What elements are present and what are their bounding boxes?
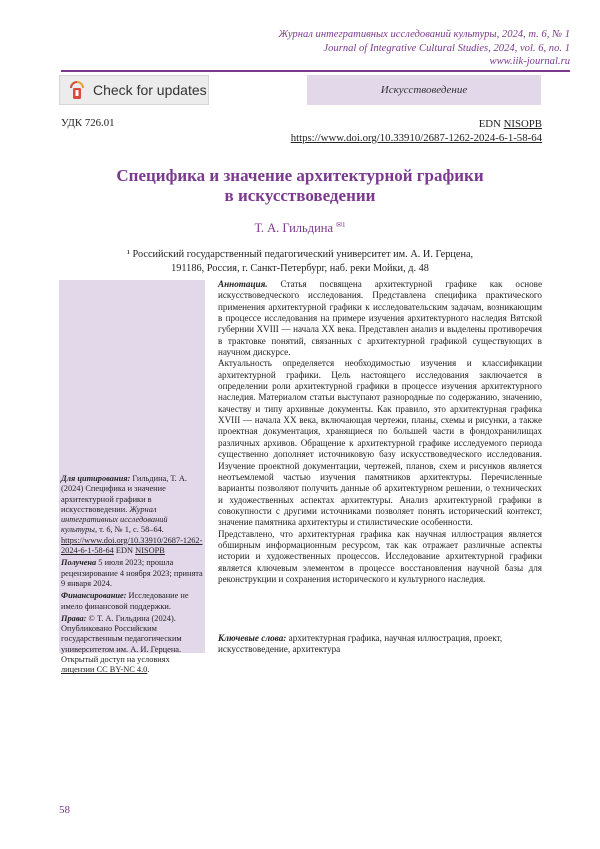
abstract xyxy=(218,279,542,585)
page-number: 58 xyxy=(59,804,70,816)
author xyxy=(60,221,540,236)
check-updates-icon xyxy=(69,80,85,100)
affiliation: ¹ Российский государственный педагогический университет им. А. И. Герцена, 191186, Россия, г. Санкт-Петербург, наб. реки Мойки, д. 48 xyxy=(126,249,474,274)
edn-line: EDN NISOPB xyxy=(478,118,542,130)
author-mark: ✉1 xyxy=(336,221,346,229)
identifiers xyxy=(291,117,542,145)
citation-block: Для цитирования: Гильдина, Т. А. (2024) Специфика и значение архитектурной графики в искусствоведении. Журнал интегративных исследований культуры, т. 6, № 1, с. 58–64. https://www.doi.org/10.33910/2687-1262-2024-6-1-58-64 EDN NISOPB xyxy=(61,474,203,556)
abstract-paragraph-3: Представлено, что архитектурная графика как научная иллюстрация является обширным информационным ресурсом, так как отражает различные аспекты истории и художественных процессов. Исследование архитектурной графики является ключевым элементом в процессе восстановления научной базы для реконструкции и сохранения исторического и культурного наследия. xyxy=(218,528,542,584)
citation-edn-link[interactable]: NISOPB xyxy=(135,546,165,556)
abstract-paragraph-1: Аннотация. Статья посвящена архитектурной графике как основе искусствоведческого исследования. Представлена специфика практического применения архитектурной графики к исследовательским задачам, возникающим в процессе исследования на примере изучения архитектурного наследия Вятской губернии XVIII — начала XX века. Представлен анализ и выделены противоречия в трактовке понятий, связанных с архитектурной графикой существующих в научном дискурсе. xyxy=(218,279,542,358)
journal-website[interactable]: www.iik-journal.ru xyxy=(489,56,570,68)
keywords-label: Ключевые слова: xyxy=(218,633,287,643)
journal-title-en: Journal of Integrative Cultural Studies, 2024, vol. 6, no. 1 xyxy=(323,42,570,54)
journal-title-ru: Журнал интегративных исследований культуры, 2024, т. 6, № 1 xyxy=(278,29,570,40)
citation-doi-link[interactable]: https://www.doi.org/10.33910/2687-1262-2024-6-1-58-64 xyxy=(61,535,203,556)
udk-code: УДК 726.01 xyxy=(61,117,115,129)
article-title: Специфика и значение архитектурной графики в искусствоведении xyxy=(116,166,484,205)
abstract-paragraph-2: Актуальность определяется необходимостью изучения и классификации архитектурной графики. Цель настоящего исследования заключается в определении роли архитектурной графики в процессе изучения архитектурного наследия. Материалом статьи выступают разнородные по содержанию, значению, качеству и типу архивные документы. Как правило, это архитектурная графика XVIII — начала XX века, включающая чертежи, планы, схемы и рисунки, а также проектная документация, хранящиеся по большей части в фондохранилищах различных архивов. Обращение к архитектурной графике исследуемого периода существенно дополняет источниковую базу искусствоведческого исследования. Изучение проектной документации, чертежей, планов, схем и рисунков является неотъемлемой частью изучения памятников архитектуры. Перечисленные варианты позволяют получить данные об архитектурном решении, о технических и художественных аспектах архитектуры. Анализ архитектурной графики в совокупности с другими источниками позволяет понять исторический контекст, значение памятника архитектуры и стилистические особенности. xyxy=(218,358,542,528)
received-block: Получена 5 июля 2023; прошла рецензирование 4 ноября 2023; принята 9 января 2024. xyxy=(61,558,203,588)
section-label: Искусствоведение xyxy=(307,75,541,105)
check-updates-label: Check for updates xyxy=(93,82,207,98)
author-name: Т. А. Гильдина xyxy=(254,221,334,236)
sidebar-info xyxy=(61,474,205,678)
abstract-label: Аннотация. xyxy=(218,279,268,289)
doi-link[interactable]: https://www.doi.org/10.33910/2687-1262-2024-6-1-58-64 xyxy=(290,132,542,144)
rights-block: Права: © Т. А. Гильдина (2024). Опубликовано Российским государственным педагогическим университетом им. А. И. Герцена. Открытый доступ на условиях лицензии CC BY-NC 4.0. xyxy=(61,613,182,675)
keywords xyxy=(218,633,542,656)
keywords-text: архитектурная графика, научная иллюстрация, проект, искусствоведение, архитектура xyxy=(218,633,503,655)
license-link[interactable]: лицензии CC BY-NC 4.0 xyxy=(61,665,148,675)
edn-link[interactable]: NISOPB xyxy=(503,118,542,130)
check-for-updates-button[interactable] xyxy=(59,75,209,105)
journal-header xyxy=(278,28,570,69)
funding-block: Финансирование: Исследование не имело финансовой поддержки. xyxy=(61,591,189,611)
header-rule xyxy=(61,70,570,72)
